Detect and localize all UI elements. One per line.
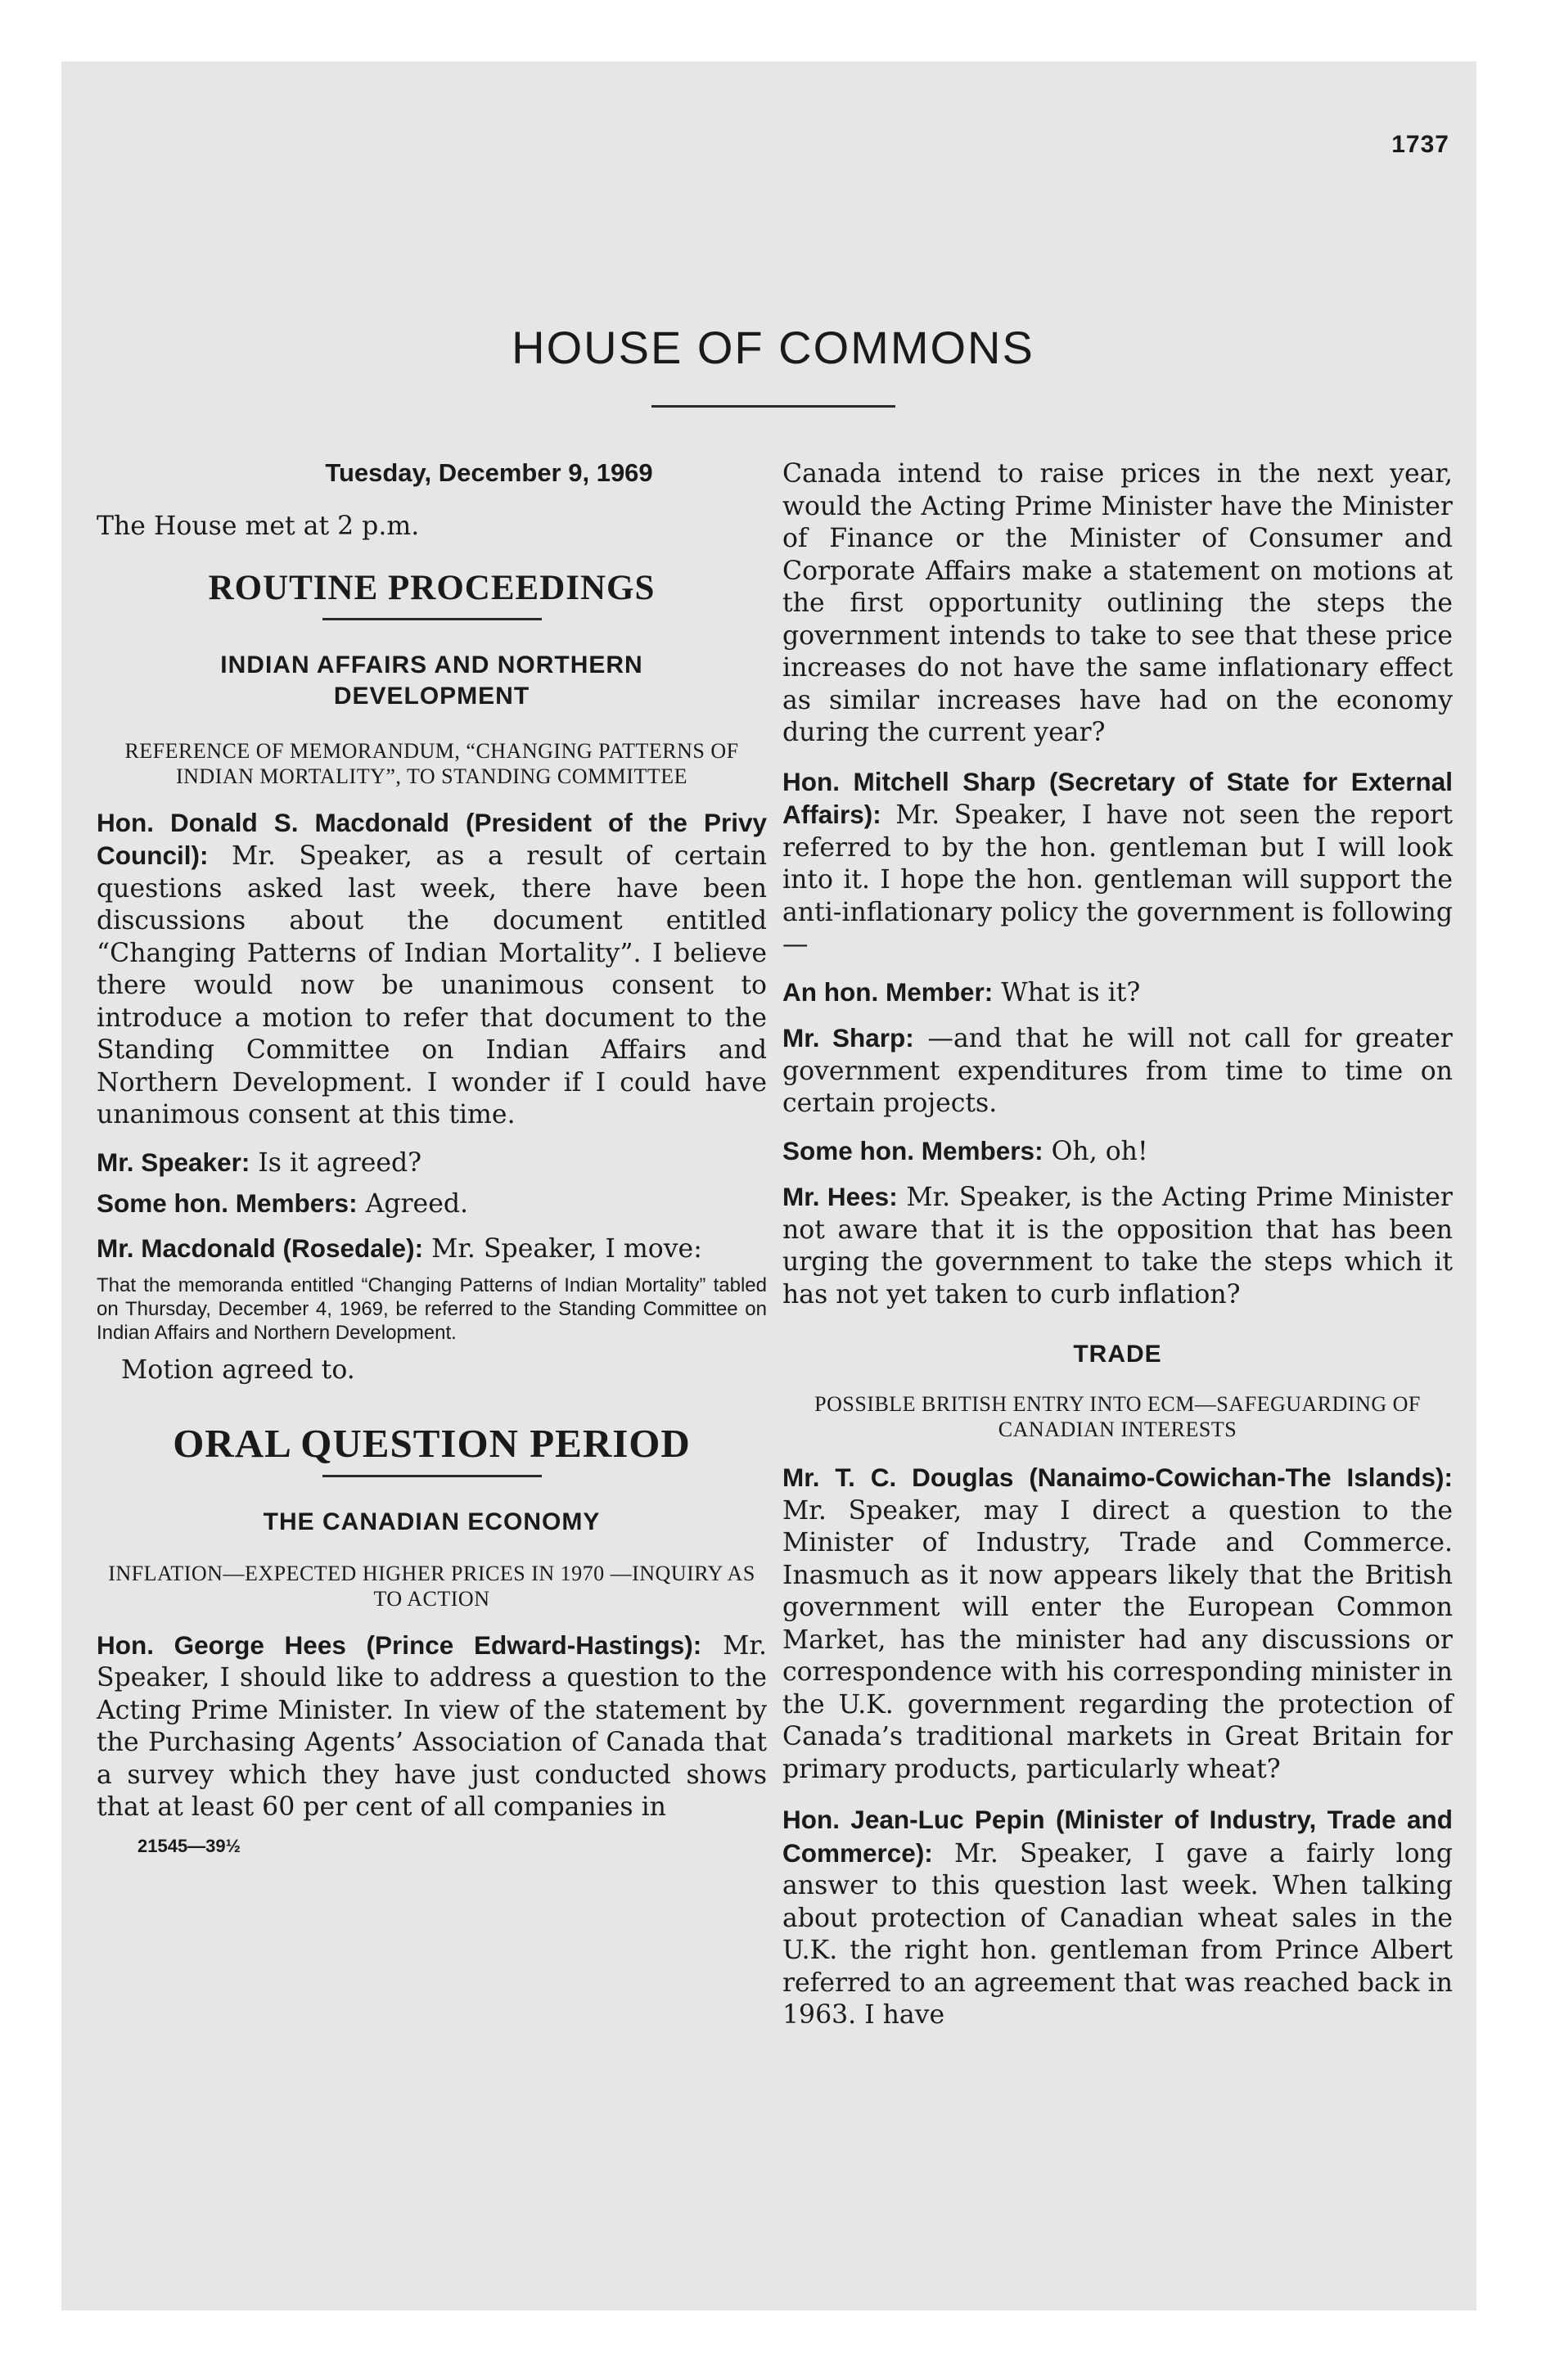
hees-speech-continued: Canada intend to raise prices in the next year, would the Acting Prime Minister have the Minister of Finance or the Minister of Consumer and Corporate Affairs make a statement on motions at the first opportunity outlining the steps the government intends to take to see that these price increases do not have the same inflationary effect as similar increases have had on the economy during the current year? bbox=[782, 459, 1453, 747]
macdonald-speech bbox=[97, 807, 767, 1132]
hees-speech bbox=[97, 1629, 767, 1824]
members-reply bbox=[97, 1188, 767, 1221]
members-text-right: Oh, oh! bbox=[1051, 1136, 1148, 1166]
footer-code: 21545—39½ bbox=[137, 1835, 241, 1856]
pepin-speaker-name: Hon. Jean-Luc Pepin (Minister of Industry, Trade and Commerce): bbox=[782, 1805, 1453, 1868]
sharp-speech-text: Mr. Speaker, I have not seen the report referred to by the hon. gentleman but I will look into it. I hope the hon. gentleman will support the anti-inflationary policy the government is following— bbox=[782, 800, 1454, 959]
hees2-text: Mr. Speaker, is the Acting Prime Minister not aware that it is the opposition that has been urging the government to take the steps which it has not yet taken to curb inflation? bbox=[782, 1183, 1453, 1309]
douglas-speech bbox=[782, 1462, 1453, 1786]
sharp-reply bbox=[782, 1022, 1453, 1120]
motion-agreed: Motion agreed to. bbox=[121, 1355, 355, 1385]
masthead-title: HOUSE OF COMMONS bbox=[512, 322, 1034, 373]
trade-subheading: POSSIBLE BRITISH ENTRY INTO ECM—SAFEGUARDING OF CANADIAN INTERESTS bbox=[814, 1392, 1421, 1441]
member-text: What is it? bbox=[1001, 977, 1141, 1007]
right-column bbox=[782, 458, 1453, 2032]
economy-heading: THE CANADIAN ECONOMY bbox=[263, 1508, 601, 1535]
hees-speaker-name: Hon. George Hees (Prince Edward-Hastings): bbox=[97, 1629, 702, 1660]
indian-affairs-heading: INDIAN AFFAIRS AND NORTHERN DEVELOPMENT bbox=[220, 651, 643, 710]
speaker-question bbox=[97, 1147, 767, 1180]
members-interjection bbox=[782, 1135, 1453, 1169]
masthead-rule bbox=[651, 405, 895, 408]
sharp-speech bbox=[782, 766, 1453, 962]
speaker-text: Is it agreed? bbox=[258, 1147, 422, 1178]
rosedale-speech bbox=[97, 1233, 767, 1266]
member-label: An hon. Member: bbox=[782, 976, 994, 1007]
section-rule bbox=[322, 1475, 542, 1477]
trade-heading: TRADE bbox=[1073, 1341, 1162, 1368]
house-met-text: The House met at 2 p.m. bbox=[97, 512, 420, 541]
sitting-date: Tuesday, December 9, 1969 bbox=[325, 458, 653, 487]
speaker-label: Mr. Speaker: bbox=[97, 1147, 250, 1177]
members-label: Some hon. Members: bbox=[97, 1188, 358, 1218]
hees-speech-text: Mr. Speaker, I should like to address a question to the Acting Prime Minister. In view of the statement by the Purchasing Agents’ Association of Canada that a survey which they have just conducted shows that at least 60 per cent of all companies in bbox=[97, 1630, 768, 1822]
left-column bbox=[97, 458, 767, 1857]
douglas-speaker-name: Mr. T. C. Douglas (Nanaimo-Cowichan-The Islands): bbox=[782, 1463, 1453, 1492]
motion-text: That the memoranda entitled “Changing Patterns of Indian Mortality” tabled on Thursday, December 4, 1969, be referred to the Standing Committee on Indian Affairs and Northern Development. bbox=[97, 1274, 767, 1344]
inflation-subheading: INFLATION—EXPECTED HIGHER PRICES IN 1970 —INQUIRY AS TO ACTION bbox=[108, 1561, 755, 1611]
hees2-label: Mr. Hees: bbox=[782, 1182, 898, 1211]
pepin-speech bbox=[782, 1804, 1453, 2032]
rosedale-text: Mr. Speaker, I move: bbox=[431, 1233, 702, 1264]
members-label-right: Some hon. Members: bbox=[782, 1135, 1043, 1165]
members-text: Agreed. bbox=[365, 1189, 469, 1219]
member-interjection bbox=[782, 976, 1453, 1010]
routine-proceedings-heading: ROUTINE PROCEEDINGS bbox=[208, 568, 656, 607]
oral-question-heading: ORAL QUESTION PERIOD bbox=[173, 1420, 691, 1466]
rosedale-label: Mr. Macdonald (Rosedale): bbox=[97, 1233, 424, 1263]
section-rule bbox=[322, 618, 542, 620]
sharp2-text: —and that he will not call for greater government expenditures from time to time on certain projects. bbox=[782, 1024, 1453, 1118]
sharp2-label: Mr. Sharp: bbox=[782, 1023, 914, 1053]
macdonald-speaker-name: Hon. Donald S. Macdonald (President of the Privy Council): bbox=[97, 807, 767, 870]
sharp-speaker-name: Hon. Mitchell Sharp (Secretary of State for External Affairs): bbox=[782, 766, 1453, 829]
douglas-speech-text: Mr. Speaker, may I direct a question to the Minister of Industry, Trade and Commerce. Inasmuch as it now appears likely that the British government will enter the European Common Market, has the minister had any discussions or correspondence with his corresponding minister in the U.K. government regarding the protection of Canada’s traditional markets in Great Britain for primary products, particularly wheat? bbox=[782, 1495, 1453, 1784]
hees-reply bbox=[782, 1181, 1453, 1311]
page-number: 1737 bbox=[1391, 131, 1449, 158]
macdonald-speech-text: Mr. Speaker, as a result of certain questions asked last week, there have been discussions about the document entitled “Changing Patterns of Indian Mortality”. I believe there would now be unanimous consent to introduce a motion to refer that document to the Standing Committee on Indian Affairs and Northern Development. I wonder if I could have unanimous consent at this time. bbox=[97, 841, 767, 1129]
pepin-speech-text: Mr. Speaker, I gave a fairly long answer to this question last week. When talking about protection of Canadian wheat sales in the U.K. the right hon. gentleman from Prince Albert referred to an agreement that was reached back in 1963. I have bbox=[782, 1838, 1454, 2030]
memorandum-subheading: REFERENCE OF MEMORANDUM, “CHANGING PATTERNS OF INDIAN MORTALITY”, TO STANDING COMMITTEE bbox=[124, 738, 739, 788]
